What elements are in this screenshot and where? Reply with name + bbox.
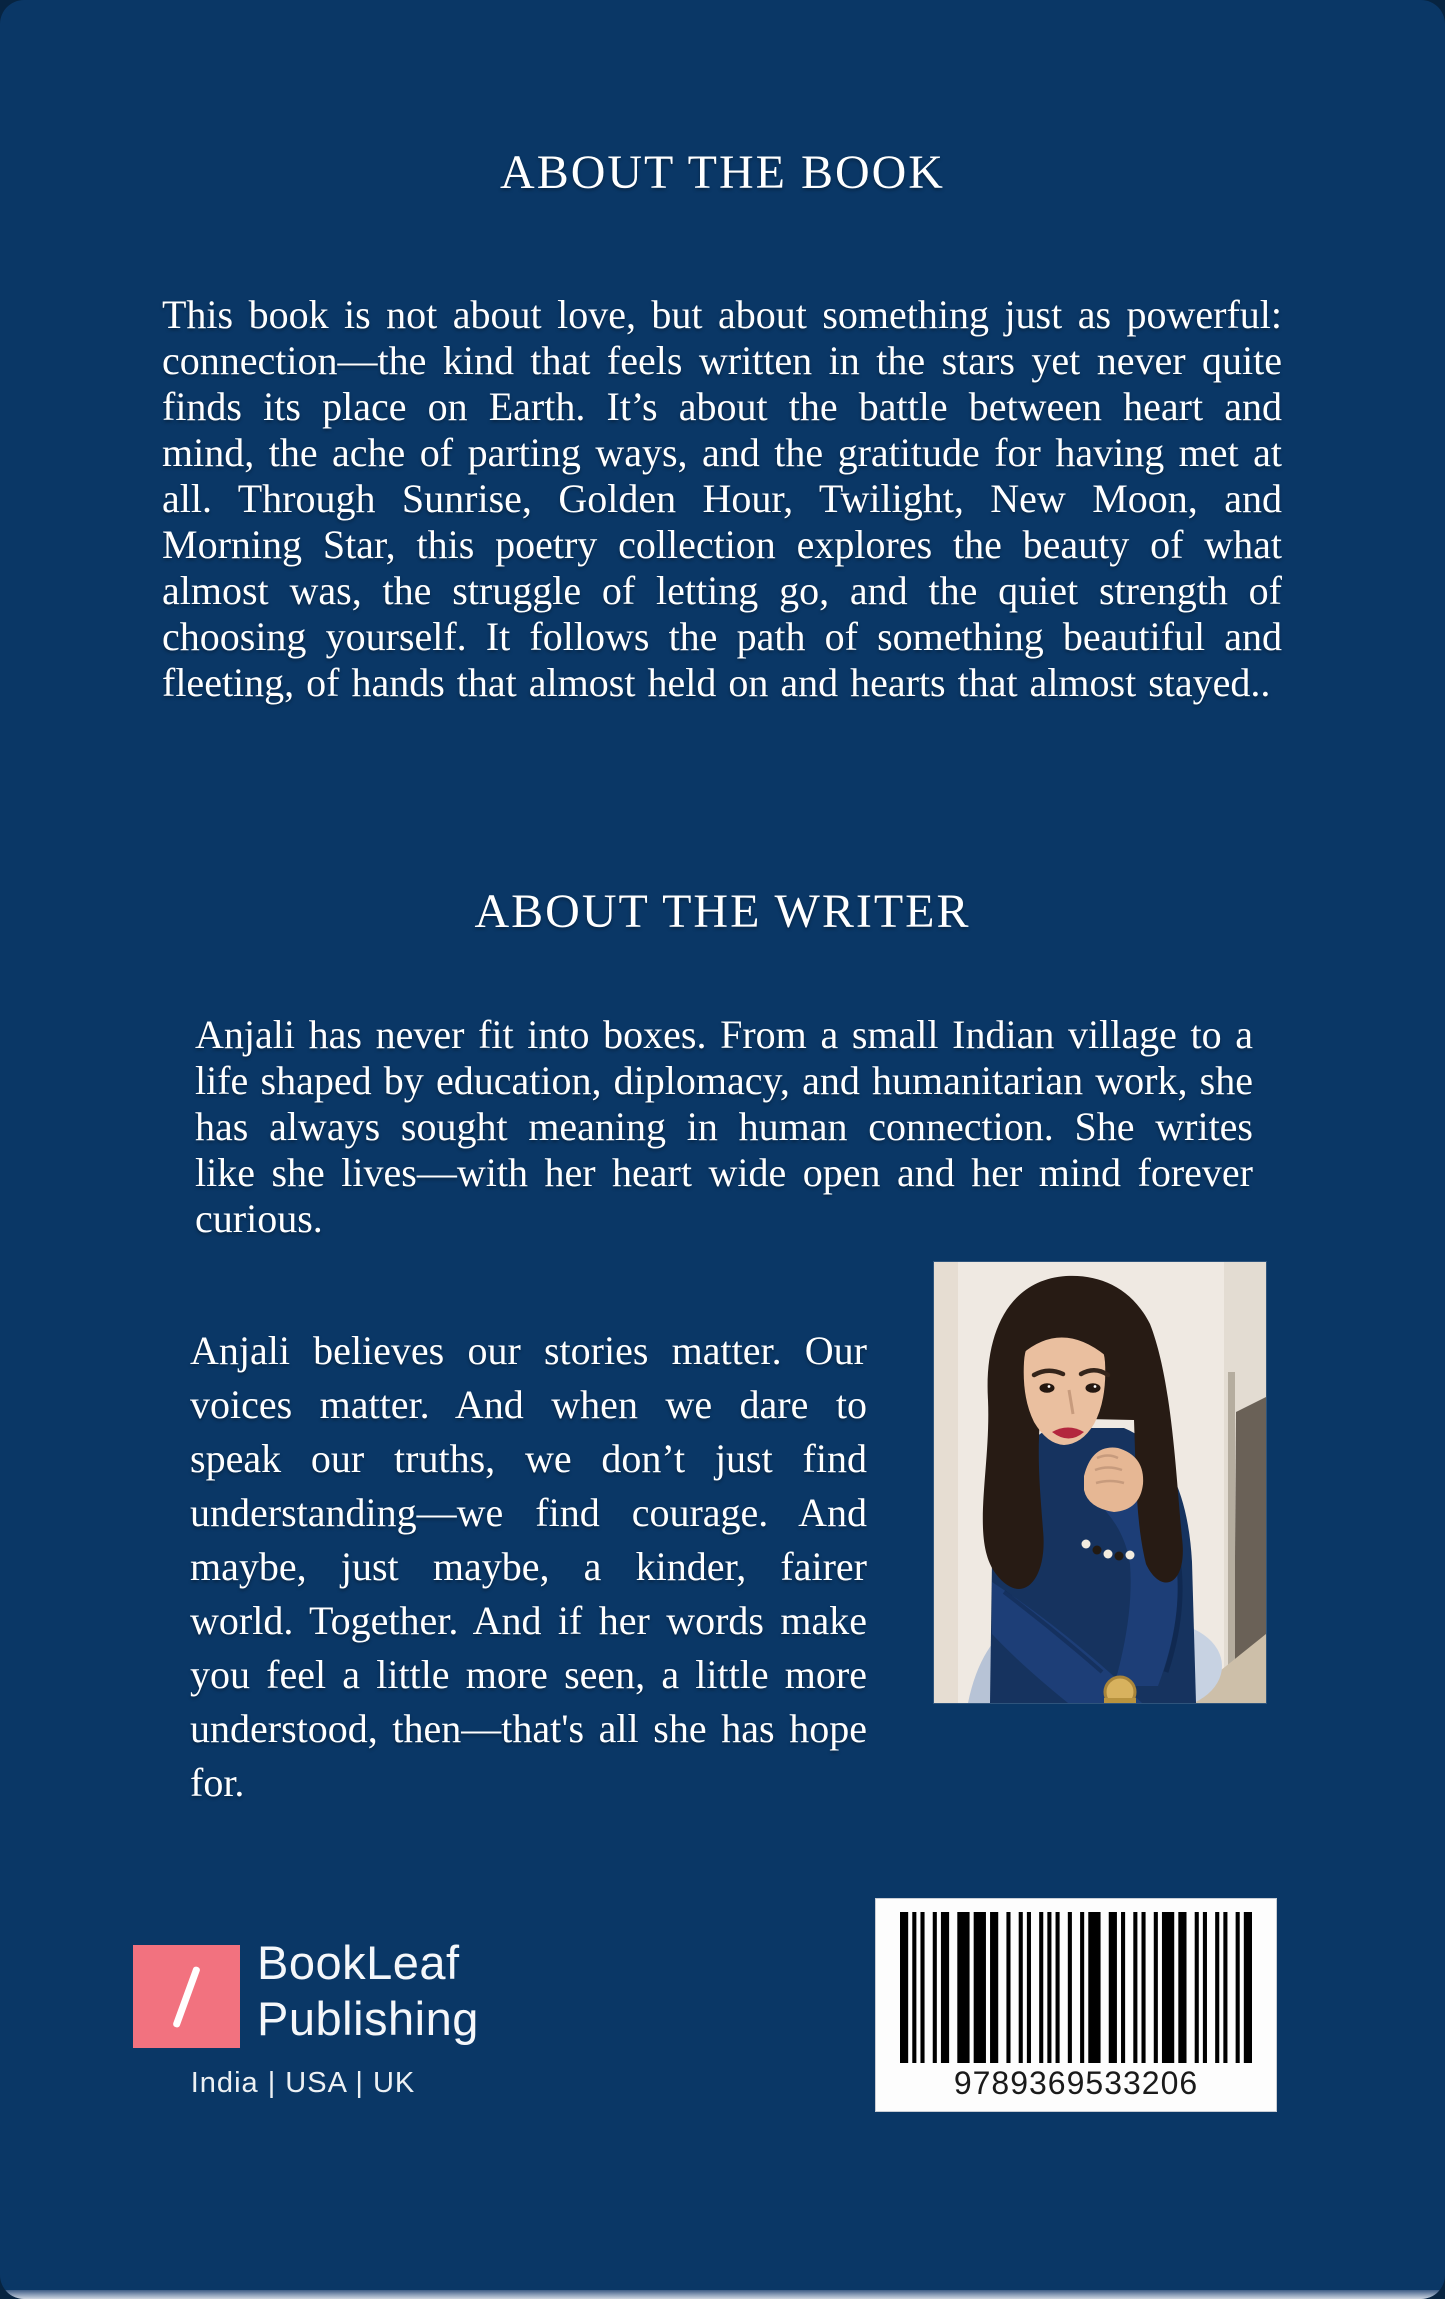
about-the-book-heading: ABOUT THE BOOK bbox=[500, 146, 945, 199]
isbn-barcode bbox=[875, 1898, 1277, 2112]
author-photo bbox=[934, 1262, 1266, 1703]
about-the-book-text: This book is not about love, but about something just as powerful: connection—the kind that feels written in the stars yet never quite finds its place on Earth. It’s about the battle between heart and mind, the ache of parting ways, and the gratitude for having met at all. Through Sunrise, Golden Hour, Twilight, New Moon, and Morning Star, this poetry collection explores the beauty of what almost was, the struggle of letting go, and the quiet strength of choosing yourself. It follows the path of something beautiful and fleeting, of hands that almost held on and hearts that almost stayed.. bbox=[162, 292, 1282, 705]
slash-icon bbox=[172, 1966, 200, 2029]
cover-bottom-edge bbox=[0, 2290, 1445, 2299]
barcode-bars bbox=[900, 1912, 1252, 2063]
publisher-regions: India | USA | UK bbox=[190, 2067, 416, 2099]
isbn-number: 9789369533206 bbox=[953, 2065, 1199, 2101]
about-the-writer-text-2: Anjali believes our stories matter. Our voices matter. And when we dare to speak our truths, we don’t just find understanding—we find courage. And maybe, just maybe, a kinder, fairer world. Together. And if her words make you feel a little more seen, a little more understood, then—that's all she has hope for. bbox=[190, 1328, 867, 1805]
publisher-logo bbox=[133, 1936, 525, 2105]
about-the-writer-heading: ABOUT THE WRITER bbox=[474, 885, 971, 938]
publisher-name-line2: Publishing bbox=[257, 1992, 479, 2045]
author-photo-illustration bbox=[934, 1262, 1266, 1703]
publisher-name bbox=[257, 1935, 479, 2047]
publisher-logo-mark bbox=[133, 1945, 240, 2048]
publisher-name-line1: BookLeaf bbox=[257, 1936, 460, 1989]
about-the-writer-text-1: Anjali has never fit into boxes. From a small Indian village to a life shaped by education, diplomacy, and humanitarian work, she has always sought meaning in human connection. She writes like she lives—with her heart wide open and her mind forever curious. bbox=[195, 1012, 1253, 1241]
